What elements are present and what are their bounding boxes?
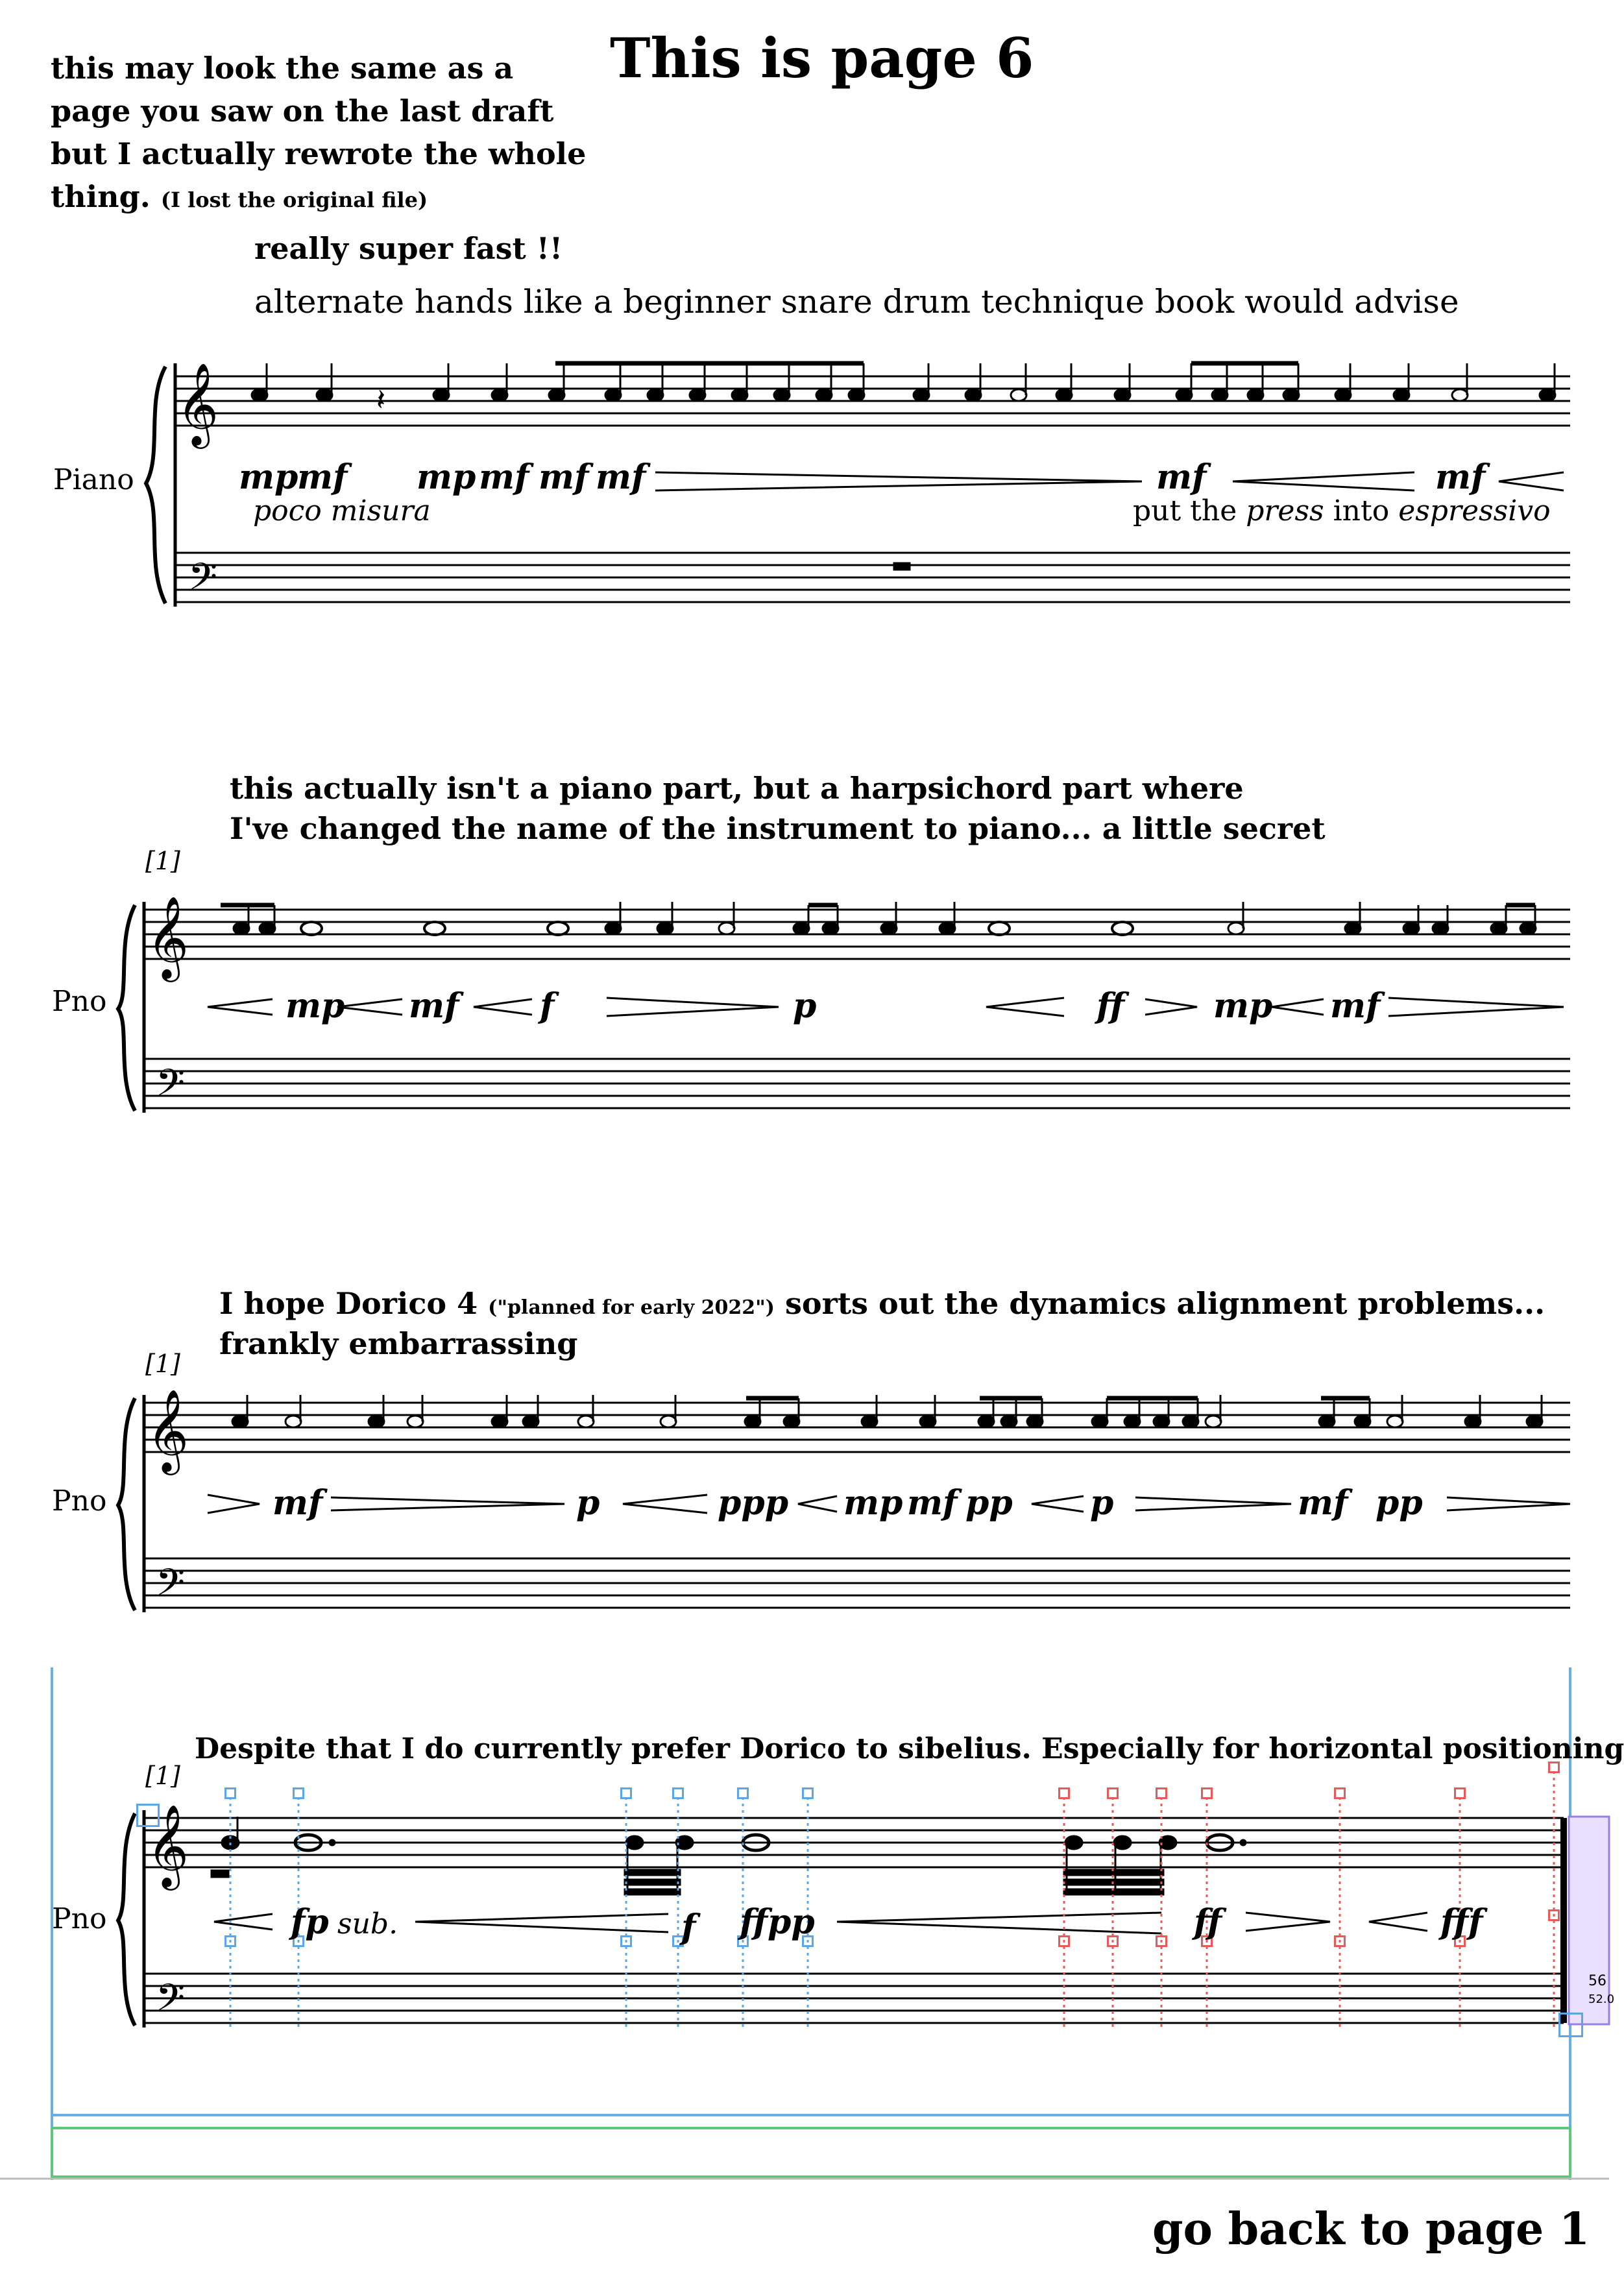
text-part: I hope Dorico 4	[219, 1286, 489, 1321]
dynamic-mark[interactable]: mp	[843, 1483, 903, 1523]
dynamic-mark[interactable]: mf	[273, 1483, 323, 1523]
system1-hairpins	[655, 472, 1564, 490]
dynamic-mark[interactable]: mf	[1435, 457, 1486, 497]
spacing-handle[interactable]	[1156, 1787, 1167, 1799]
intro-line-1: this may look the same as a	[51, 51, 514, 86]
svg-text:𝄢: 𝄢	[188, 555, 218, 608]
dynamic-mark[interactable]: ff	[1097, 986, 1125, 1026]
s1-note	[690, 363, 705, 401]
system4-text-1[interactable]: Despite that I do currently prefer Dorico to sibelius. Especially for horizontal positioning	[195, 1732, 1624, 1765]
s1-note	[1212, 363, 1228, 401]
expr-part: into	[1324, 494, 1399, 527]
spacing-handle[interactable]	[1548, 1909, 1560, 1921]
page-title: This is page 6	[610, 26, 1034, 90]
s1-note	[849, 363, 864, 401]
dynamic-mark[interactable]: f	[540, 986, 555, 1026]
spacing-handle[interactable]	[620, 1787, 632, 1799]
dynamic-mark[interactable]: fff	[1440, 1902, 1483, 1942]
spacing-handle[interactable]	[1107, 1787, 1119, 1799]
dynamic-mark[interactable]: mf	[409, 986, 459, 1026]
s1-note	[732, 363, 747, 401]
dynamic-mark[interactable]: mp	[285, 986, 345, 1026]
s1-note	[433, 363, 449, 401]
system1-text-1[interactable]: really super fast !!	[254, 231, 563, 266]
spacing-handle[interactable]	[224, 1787, 236, 1799]
instrument-label[interactable]: Pno	[52, 1902, 107, 1935]
spacing-handle[interactable]	[293, 1787, 304, 1799]
position-guides	[230, 1771, 1554, 2028]
s1-note	[1335, 363, 1351, 401]
intro-line-2: page you saw on the last draft	[51, 93, 554, 128]
dynamic-mark[interactable]: mp	[417, 457, 476, 497]
spacing-handle[interactable]	[1334, 1935, 1346, 1947]
spacing-handle[interactable]	[620, 1935, 632, 1947]
dynamic-mark[interactable]: f	[681, 1907, 696, 1947]
dynamic-mark[interactable]: p	[793, 986, 817, 1026]
intro-line-4-small: (I lost the original file)	[160, 188, 428, 212]
s1-note	[605, 363, 621, 401]
spacing-handle[interactable]	[1334, 1787, 1346, 1799]
spacing-handle[interactable]	[1107, 1935, 1119, 1947]
spacing-handle[interactable]	[672, 1787, 684, 1799]
dynamic-mark[interactable]: mf	[596, 457, 646, 497]
svg-text:𝄞: 𝄞	[147, 1388, 189, 1471]
system2-notes	[221, 902, 1536, 935]
system1-text-2[interactable]: alternate hands like a beginner snare drum technique book would advise	[254, 283, 1459, 321]
s1-note	[1056, 363, 1072, 401]
instrument-label[interactable]: Piano	[53, 463, 134, 496]
expr-part: put the	[1133, 494, 1246, 527]
frame-handle-top-left[interactable]	[136, 1804, 160, 1827]
dynamic-mark[interactable]: mf	[297, 457, 348, 497]
dynamic-mark[interactable]: mf	[907, 1483, 958, 1523]
s1-note	[317, 363, 332, 401]
s1-note	[1176, 363, 1192, 401]
bar-number: [1]	[145, 847, 180, 875]
expr-part: press	[1246, 494, 1324, 527]
s1-note	[914, 363, 929, 401]
dynamic-mark[interactable]: ffpp	[740, 1902, 815, 1942]
s1-note	[816, 363, 832, 401]
system3-text-2[interactable]: frankly embarrassing	[219, 1326, 578, 1361]
spacing-handle[interactable]	[1058, 1787, 1070, 1799]
dynamic-mark[interactable]: pp	[1376, 1483, 1423, 1523]
expression-text[interactable]: poco misura	[253, 494, 431, 527]
expression-text-2[interactable]	[1133, 494, 1551, 527]
svg-text:𝄞: 𝄞	[147, 1804, 189, 1887]
svg-text:𝄞: 𝄞	[147, 895, 189, 978]
svg-text:𝄢: 𝄢	[156, 1976, 186, 2029]
s1-note	[492, 363, 507, 401]
intro-line-4-text: thing.	[51, 179, 151, 214]
spacing-handle[interactable]	[1454, 1787, 1466, 1799]
svg-text:𝄞: 𝄞	[176, 362, 219, 445]
s1-half-note	[1452, 363, 1468, 401]
dynamic-mark[interactable]: mp	[239, 457, 298, 497]
readout-value-1: 56	[1588, 1973, 1606, 1989]
s1-note	[1283, 363, 1299, 401]
expr-part: espressivo	[1398, 494, 1551, 527]
dynamic-mark[interactable]: p	[576, 1483, 600, 1523]
spacing-handle[interactable]	[1156, 1935, 1167, 1947]
dynamic-mark[interactable]: fp	[291, 1902, 329, 1942]
dynamic-mark[interactable]: pp	[965, 1483, 1013, 1523]
s1-quarter-rest: 𝄽	[376, 382, 386, 417]
dynamic-mark[interactable]: mf	[479, 457, 529, 497]
bar-number: [1]	[145, 1761, 180, 1790]
dynamic-mark[interactable]: mp	[1213, 986, 1273, 1026]
readout-value-2: 52.0	[1588, 1992, 1615, 2006]
s1-half-note	[1011, 363, 1026, 401]
dynamic-mark[interactable]: mf	[1330, 986, 1381, 1026]
spacing-handle[interactable]	[737, 1787, 749, 1799]
frame-handle-bottom-right[interactable]	[1558, 2013, 1583, 2037]
s1-note	[774, 363, 790, 401]
instrument-label[interactable]: Pno	[52, 1484, 107, 1518]
text-part: sorts out the dynamics alignment problems...	[774, 1286, 1545, 1321]
s1-note	[1540, 363, 1555, 401]
s1-note	[549, 363, 564, 401]
instrument-label[interactable]: Pno	[52, 985, 107, 1018]
svg-text:𝄢: 𝄢	[156, 1061, 186, 1114]
spacing-handle[interactable]	[1058, 1935, 1070, 1947]
bar-number: [1]	[145, 1350, 180, 1378]
intro-line-3: but I actually rewrote the whole	[51, 136, 587, 171]
system3-text-1[interactable]	[219, 1286, 1545, 1321]
s1-note	[1394, 363, 1409, 401]
page-readout	[1588, 1972, 1614, 2009]
svg-text:𝄢: 𝄢	[156, 1560, 186, 1614]
go-back-link[interactable]: go back to page 1	[1152, 2203, 1590, 2255]
s1-note	[1115, 363, 1130, 401]
s1-note	[252, 363, 267, 401]
dynamic-mark[interactable]: mf	[1298, 1483, 1348, 1523]
dynamic-mark[interactable]: ff	[1194, 1902, 1222, 1942]
system2-text-1[interactable]: this actually isn't a piano part, but a harpsichord part where	[230, 771, 1244, 806]
dynamic-mark[interactable]: mf	[1156, 457, 1207, 497]
dynamic-mark[interactable]: p	[1090, 1483, 1114, 1523]
dynamic-mark[interactable]: ppp	[718, 1483, 789, 1523]
s1-note	[965, 363, 981, 401]
dynamic-mark[interactable]: mf	[539, 457, 589, 497]
system2-text-2[interactable]: I've changed the name of the instrument to piano... a little secret	[230, 811, 1326, 846]
system3-notes	[232, 1395, 1542, 1427]
spacing-handle[interactable]	[224, 1935, 236, 1947]
spacing-handle[interactable]	[1201, 1787, 1213, 1799]
text-part-small: ("planned for early 2022")	[488, 1296, 775, 1319]
spacing-handle[interactable]	[802, 1787, 814, 1799]
expression-text[interactable]: sub.	[337, 1907, 398, 1941]
s1-note	[1248, 363, 1263, 401]
s1-note	[648, 363, 663, 401]
